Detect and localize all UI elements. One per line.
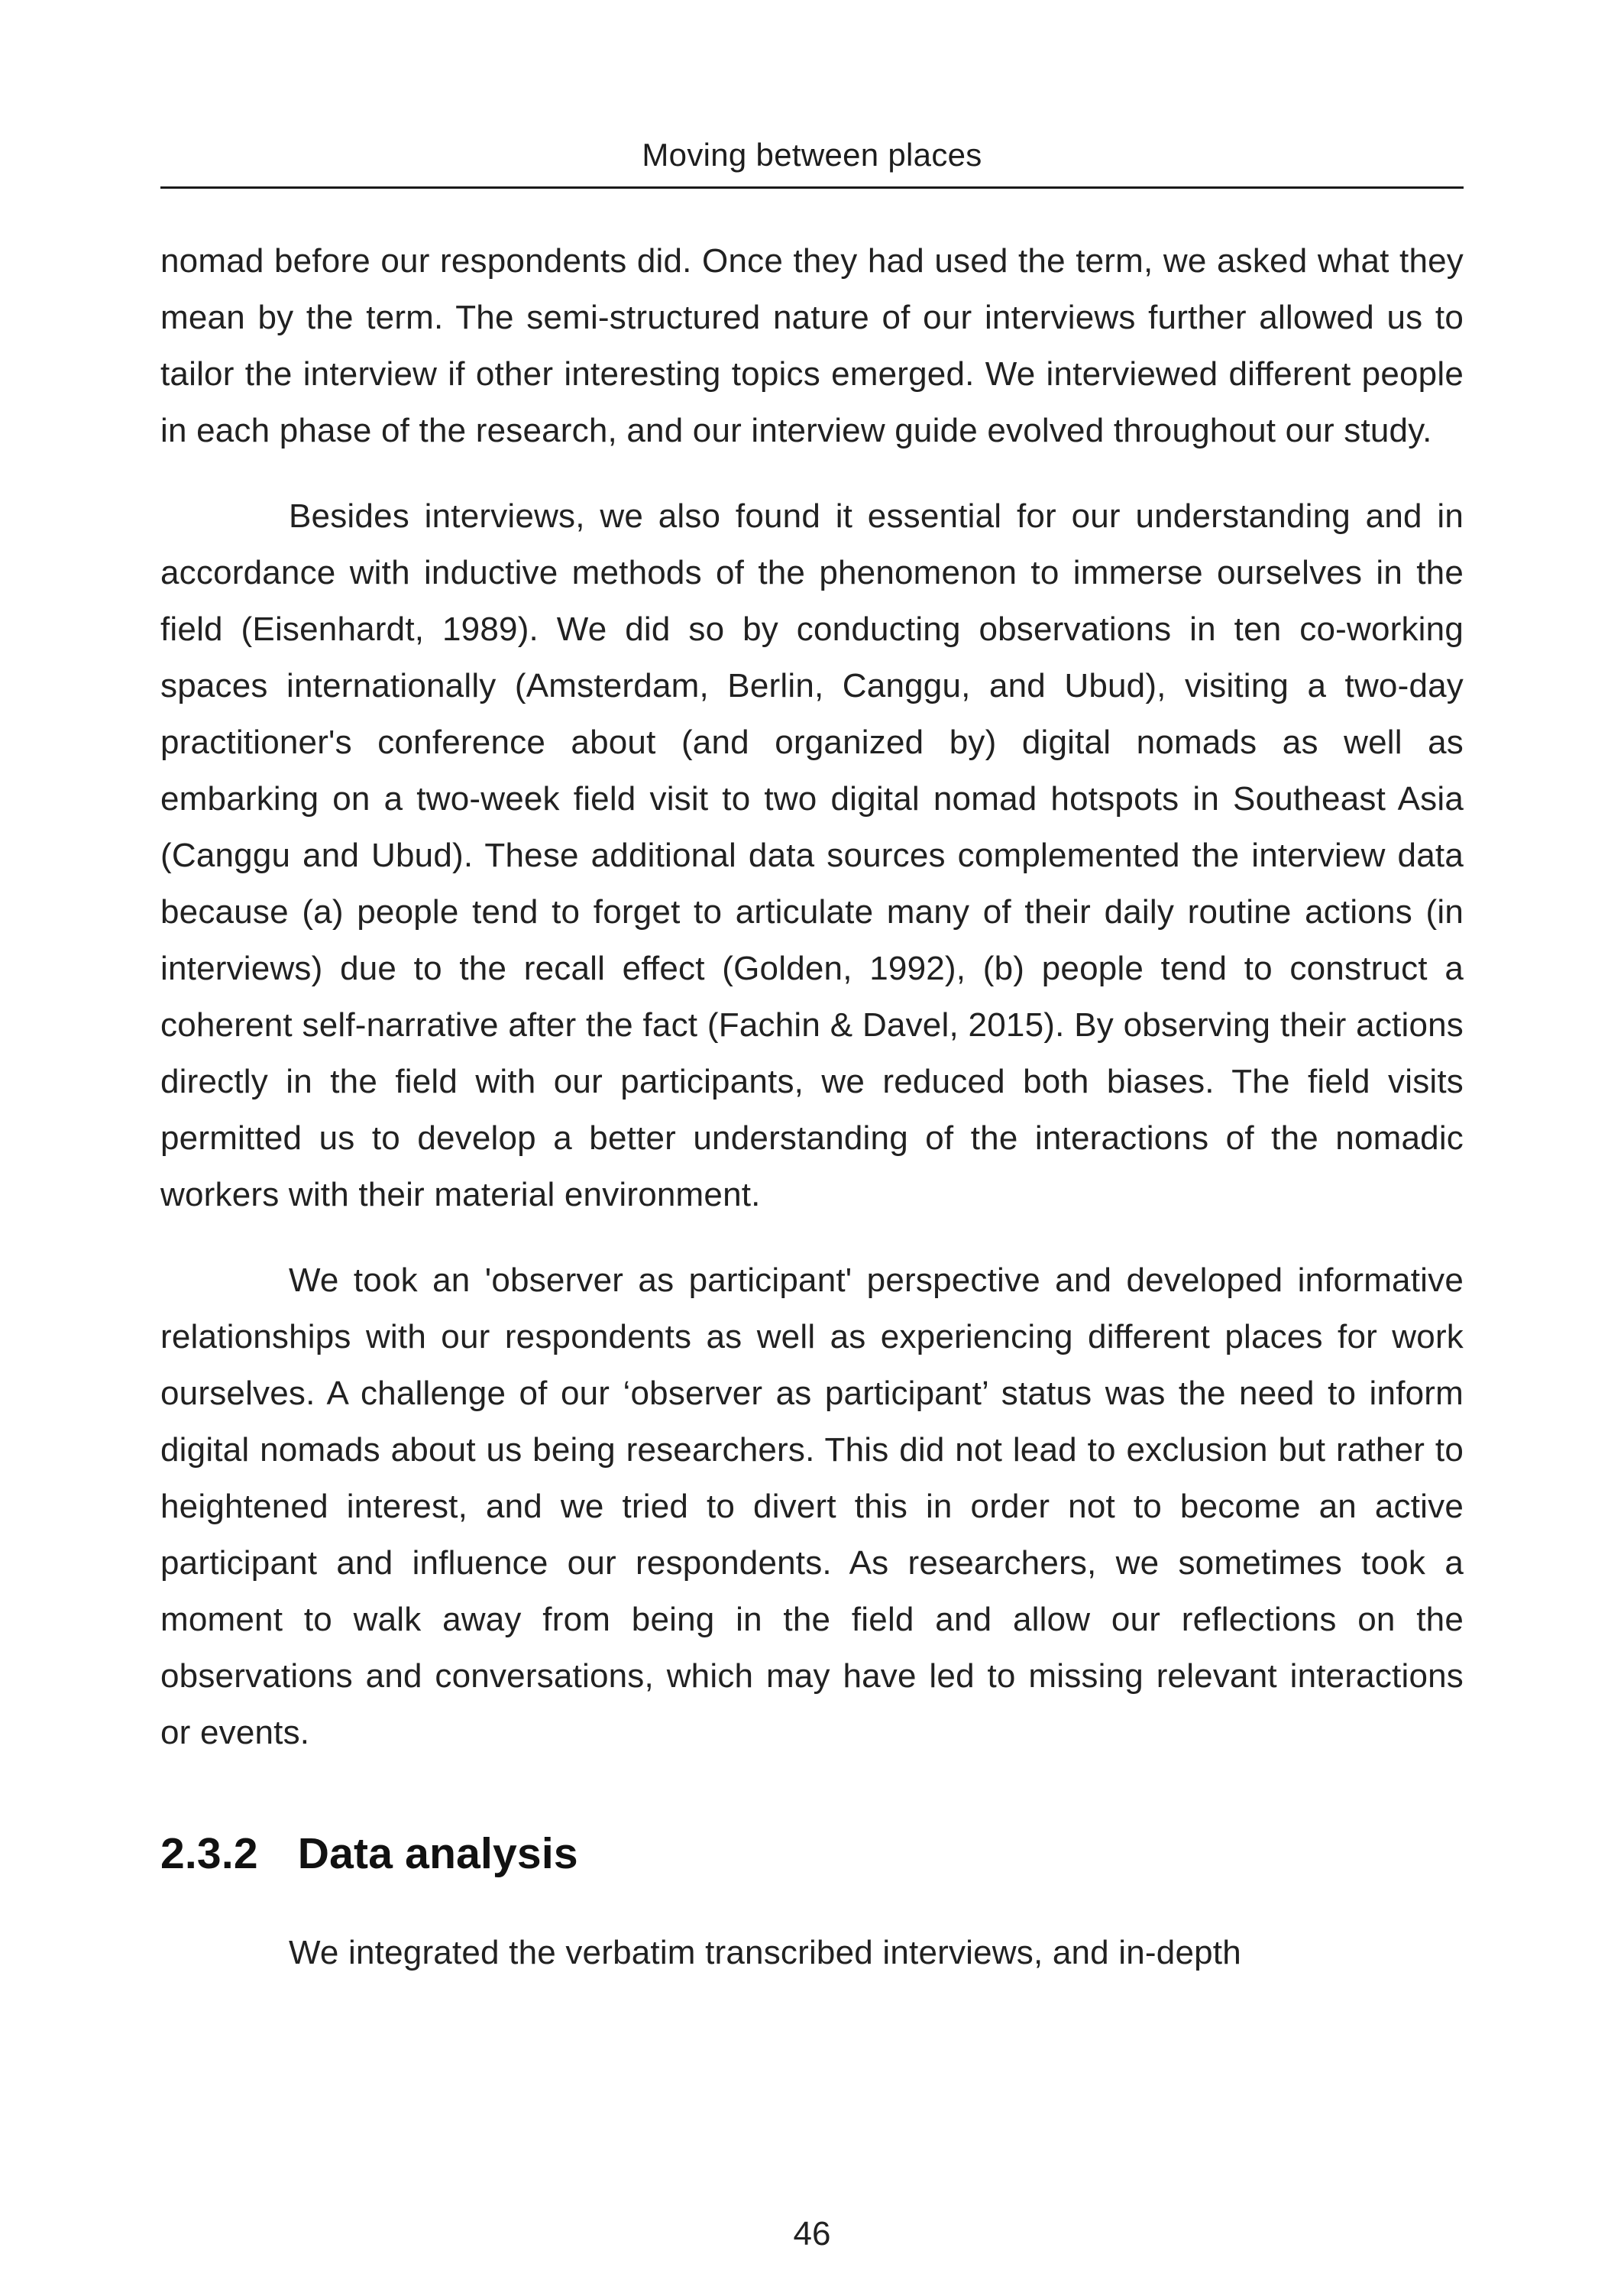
- paragraph-field-immersion: Besides interviews, we also found it essential for our understanding and in accordance with inductive methods of the phenomenon to immerse ourselves in the field (Eisenhardt, 1989). We did so by conducting observations in ten co-working spaces internationally (Amsterdam, Berlin, Canggu, and Ubud), visiting a two-day practitioner's conference about (and organized by) digital nomads as well as embarking on a two-week field visit to two digital nomad hotspots in Southeast Asia (Canggu and Ubud). These additional data sources complemented the interview data because (a) people tend to forget to articulate many of their daily routine actions (in interviews) due to the recall effect (Golden, 1992), (b) people tend to construct a coherent self-narrative after the fact (Fachin & Davel, 2015). By observing their actions directly in the field with our participants, we reduced both biases. The field visits permitted us to develop a better understanding of the interactions of the nomadic workers with their material environment.: [160, 497, 1464, 1213]
- paragraph-continuation: nomad before our respondents did. Once they had used the term, we asked what they mean by the term. The semi-structured nature of our interviews further allowed us to tailor the interview if other interesting topics emerged. We interviewed different people in each phase of the research, and our interview guide evolved throughout our study.: [160, 242, 1464, 449]
- paragraph-observer-perspective: We took an 'observer as participant' perspective and developed informative relationships with our respondents as well as experiencing different places for work ourselves. A challenge of our ‘observer as participant’ status was the need to inform digital nomads about us being researchers. This did not lead to exclusion but rather to heightened interest, and we tried to divert this in order not to become an active participant and influence our respondents. As researchers, we sometimes took a moment to walk away from being in the field and allow our reflections on the observations and conversations, which may have led to missing relevant interactions or events.: [160, 1261, 1464, 1751]
- paragraph-data-analysis-intro: We integrated the verbatim transcribed interviews, and in-depth: [289, 1934, 1241, 1971]
- running-header-title: Moving between places: [642, 137, 982, 173]
- page-header: [160, 0, 1464, 189]
- section-heading-title: Data analysis: [297, 1829, 578, 1878]
- section-heading: [160, 1828, 1464, 1879]
- page-number: 46: [793, 2215, 831, 2253]
- header-rule: [160, 186, 1464, 189]
- page-body: [160, 233, 1464, 1981]
- section-heading-number: 2.3.2: [160, 1829, 258, 1878]
